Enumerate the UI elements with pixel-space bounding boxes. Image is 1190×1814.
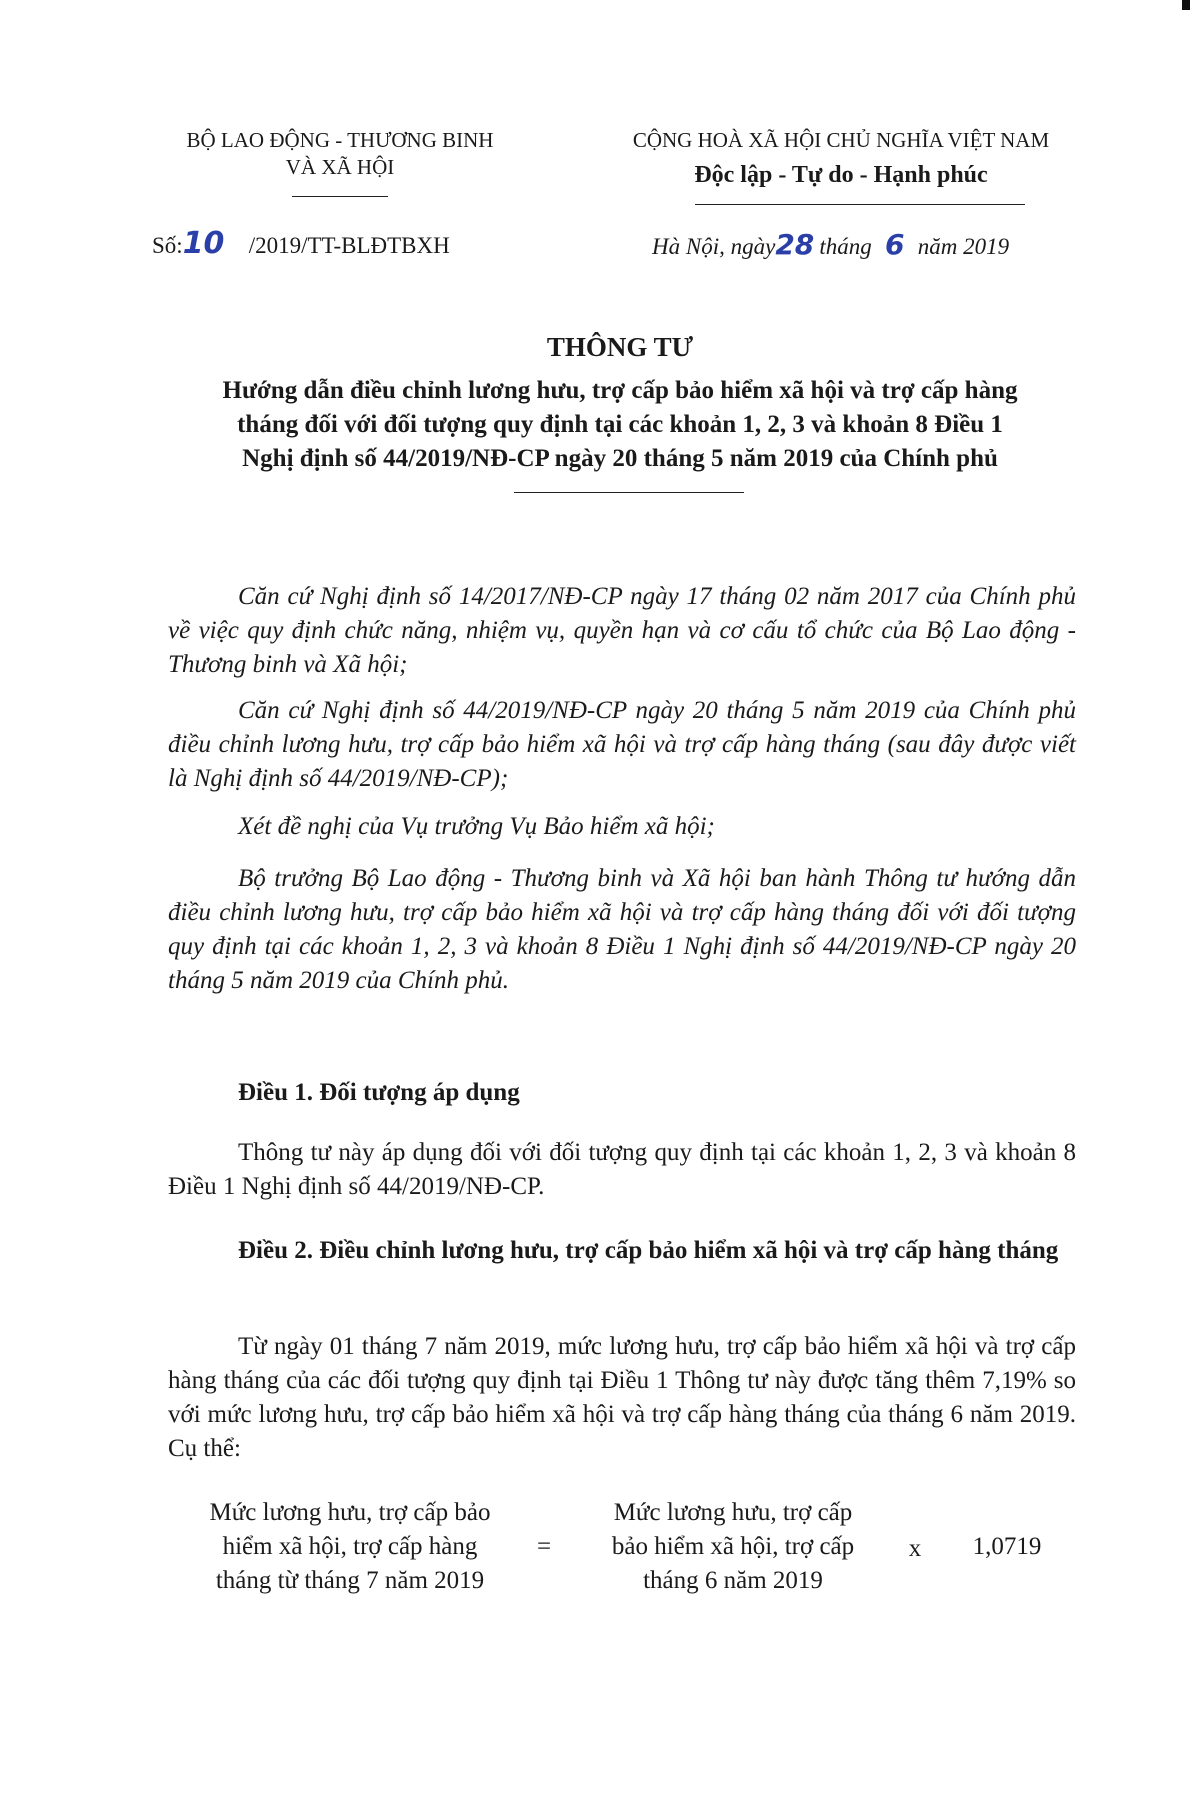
formula-middle-line1: Mức lương hưu, trợ cấp <box>613 1499 853 1526</box>
date-day-handwritten: 28 <box>775 228 815 261</box>
formula-times: x <box>908 1535 922 1562</box>
preamble-3: Xét đề nghị của Vụ trưởng Vụ Bảo hiểm xã hội; <box>238 813 715 840</box>
article1-heading: Điều 1. Đối tượng áp dụng <box>238 1079 520 1106</box>
document-type-heading: THÔNG TƯ <box>546 332 694 362</box>
ministry-name-line2: VÀ XÃ HỘI <box>285 155 395 179</box>
formula-middle-line3: tháng 6 năm 2019 <box>643 1567 823 1594</box>
date-month-handwritten: 6 <box>884 228 905 261</box>
article2-heading: Điều 2. Điều chỉnh lương hưu, trợ cấp bảo hiểm xã hội và trợ cấp hàng tháng <box>238 1237 1059 1264</box>
issue-date <box>652 228 1009 261</box>
formula-equals: = <box>536 1533 552 1560</box>
subtitle-line1: Hướng dẫn điều chỉnh lương hưu, trợ cấp bảo hiểm xã hội và trợ cấp hàng <box>222 377 1018 404</box>
title-underline <box>514 492 744 493</box>
formula-left-line2: hiểm xã hội, trợ cấp hàng <box>222 1533 478 1560</box>
document-subtitle <box>130 374 1110 476</box>
formula-left-line1: Mức lương hưu, trợ cấp bảo <box>209 1499 491 1526</box>
document-number-prefix: Số: <box>152 233 183 258</box>
national-name: CỘNG HOÀ XÃ HỘI CHỦ NGHĨA VIỆT NAM <box>632 128 1050 152</box>
ministry-underline <box>292 196 388 197</box>
ministry-name-line1: BỘ LAO ĐỘNG - THƯƠNG BINH <box>186 128 494 152</box>
national-title <box>560 128 1122 153</box>
formula-middle-line2: bảo hiểm xã hội, trợ cấp <box>611 1533 855 1560</box>
article1-text: Thông tư này áp dụng đối với đối tượng quy định tại các khoản 1, 2, 3 và khoản 8 Điều 1 Nghị định số 44/2019/NĐ-CP. <box>168 1139 1076 1200</box>
document-number-handwritten: 10 <box>182 226 225 261</box>
date-year: năm 2019 <box>917 234 1010 259</box>
date-month-label: tháng <box>819 234 872 259</box>
preamble-1: Căn cứ Nghị định số 14/2017/NĐ-CP ngày 17 tháng 02 năm 2017 của Chính phủ về việc quy định chức năng, nhiệm vụ, quyền hạn và cơ cấu tổ chức của Bộ Lao động - Thương binh và Xã hội; <box>168 583 1076 678</box>
formula-left-line3: tháng từ tháng 7 năm 2019 <box>215 1567 485 1594</box>
preamble-4: Bộ trưởng Bộ Lao động - Thương binh và Xã hội ban hành Thông tư hướng dẫn điều chỉnh lương hưu, trợ cấp bảo hiểm xã hội và trợ cấp hàng tháng đối với đối tượng quy định tại các khoản 1, 2, 3 và khoản 8 Điều 1 Nghị định số 44/2019/NĐ-CP ngày 20 tháng 5 năm 2019 của Chính phủ. <box>168 865 1076 994</box>
date-prefix: Hà Nội, ngày <box>652 234 776 259</box>
article2-text: Từ ngày 01 tháng 7 năm 2019, mức lương hưu, trợ cấp bảo hiểm xã hội và trợ cấp hàng tháng của các đối tượng quy định tại Điều 1 Thông tư này được tăng thêm 7,19% so với mức lương hưu, trợ cấp bảo hiểm xã hội và trợ cấp hàng tháng của tháng 6 năm 2019. Cụ thể: <box>168 1333 1076 1462</box>
preamble-2: Căn cứ Nghị định số 44/2019/NĐ-CP ngày 20 tháng 5 năm 2019 của Chính phủ điều chỉnh lương hưu, trợ cấp bảo hiểm xã hội và trợ cấp hàng tháng (sau đây được viết là Nghị định số 44/2019/NĐ-CP); <box>168 697 1076 792</box>
subtitle-line2: tháng đối với đối tượng quy định tại các khoản 1, 2, 3 và khoản 8 Điều 1 <box>237 411 1003 438</box>
document-number <box>152 226 450 261</box>
motto-underline <box>695 204 1025 205</box>
ministry-name <box>130 128 550 180</box>
formula-left-term <box>170 1496 530 1598</box>
national-motto: Độc lập - Tự do - Hạnh phúc <box>694 162 988 188</box>
scan-edge-mark <box>1182 0 1190 10</box>
document-number-suffix: /2019/TT-BLĐTBXH <box>248 233 450 258</box>
subtitle-line3: Nghị định số 44/2019/NĐ-CP ngày 20 tháng 5 năm 2019 của Chính phủ <box>242 445 998 472</box>
formula-middle-term <box>578 1496 888 1598</box>
formula-factor: 1,0719 <box>972 1533 1042 1560</box>
